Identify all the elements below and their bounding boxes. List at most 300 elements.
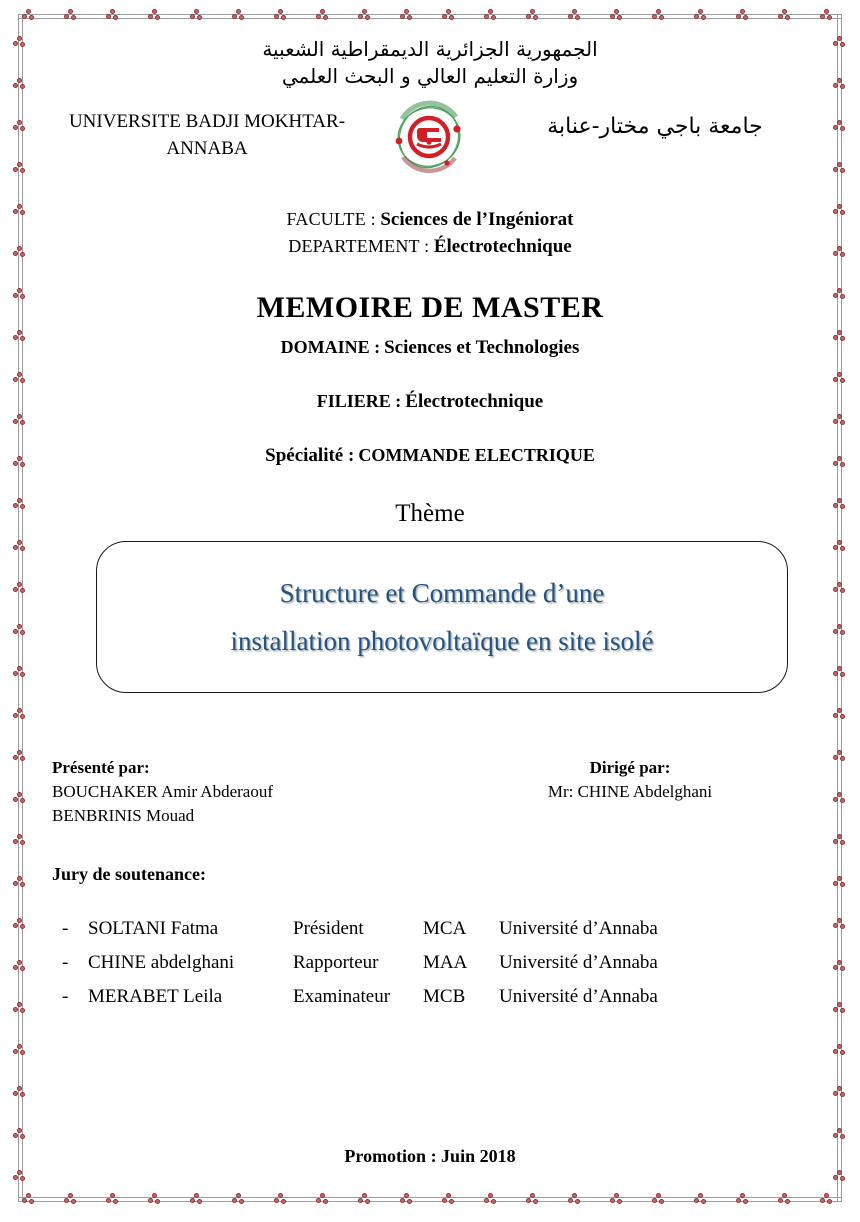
berry-cluster-ornament xyxy=(833,666,847,680)
berry-dot xyxy=(526,1198,531,1203)
berry-cluster-ornament xyxy=(13,1170,27,1184)
filiere-label: FILIERE : xyxy=(316,391,402,411)
berry-dot xyxy=(740,9,745,14)
berry-dot xyxy=(837,834,842,839)
berry-dot xyxy=(840,714,845,719)
berry-cluster-ornament xyxy=(778,9,792,23)
jury-heading: Jury de soutenance: xyxy=(52,864,206,884)
arabic-ministry-line: وزارة التعليم العالي و البحث العلمي xyxy=(281,64,579,88)
berry-dot xyxy=(20,882,25,887)
berry-dot xyxy=(652,1198,657,1203)
berry-dot xyxy=(530,9,535,14)
berry-dot xyxy=(442,14,447,19)
berry-ornaments-right xyxy=(830,14,848,1202)
berry-dot xyxy=(20,1092,25,1097)
jury-member-affiliation: Université d’Annaba xyxy=(499,918,658,939)
berry-dot xyxy=(197,1199,202,1204)
berry-dot xyxy=(442,1198,447,1203)
faculte-line xyxy=(0,206,860,233)
berry-cluster-ornament xyxy=(694,1193,708,1207)
berry-dot xyxy=(239,1199,244,1204)
berry-dot xyxy=(833,587,838,592)
berry-dot xyxy=(736,14,741,19)
berry-dot xyxy=(840,1176,845,1181)
berry-dot xyxy=(575,15,580,20)
berry-dot xyxy=(785,15,790,20)
berry-dot xyxy=(833,839,838,844)
berry-dot xyxy=(320,1193,325,1198)
berry-dot xyxy=(837,792,842,797)
berry-dot xyxy=(194,9,199,14)
berry-cluster-ornament xyxy=(833,1086,847,1100)
berry-dot xyxy=(840,756,845,761)
berry-cluster-ornament xyxy=(820,1193,834,1207)
berry-cluster-ornament xyxy=(13,750,27,764)
berry-dot xyxy=(659,1199,664,1204)
berry-dot xyxy=(656,1193,661,1198)
berry-dot xyxy=(488,1193,493,1198)
berry-dot xyxy=(575,1199,580,1204)
berry-dot xyxy=(17,792,22,797)
berry-dot xyxy=(17,708,22,713)
jury-member-name: CHINE abdelghani xyxy=(88,952,235,973)
berry-dot xyxy=(13,1175,18,1180)
berry-dot xyxy=(110,9,115,14)
berry-dot xyxy=(232,14,237,19)
berry-dot xyxy=(491,15,496,20)
berry-dot xyxy=(274,1198,279,1203)
berry-cluster-ornament xyxy=(106,1193,120,1207)
berry-dot xyxy=(281,1199,286,1204)
berry-dot xyxy=(17,750,22,755)
berry-dot xyxy=(400,1198,405,1203)
berry-dot xyxy=(837,1128,842,1133)
berry-cluster-ornament xyxy=(190,1193,204,1207)
berry-dot xyxy=(13,839,18,844)
berry-dot xyxy=(13,713,18,718)
frame-line-top xyxy=(18,14,842,19)
berry-dot xyxy=(840,672,845,677)
berry-cluster-ornament xyxy=(148,1193,162,1207)
theme-title-line-1: Structure et Commande d’une xyxy=(279,578,605,608)
berry-dot xyxy=(316,1198,321,1203)
berry-dot xyxy=(743,1199,748,1204)
berry-dot xyxy=(820,14,825,19)
berry-dot xyxy=(22,14,27,19)
berry-dot xyxy=(614,1193,619,1198)
berry-dot xyxy=(13,1133,18,1138)
berry-dot xyxy=(20,714,25,719)
berry-dot xyxy=(316,14,321,19)
berry-cluster-ornament xyxy=(13,1044,27,1058)
berry-dot xyxy=(17,1086,22,1091)
berry-dot xyxy=(833,755,838,760)
berry-dot xyxy=(833,1091,838,1096)
berry-ornaments-top xyxy=(18,8,842,26)
berry-dot xyxy=(106,14,111,19)
berry-dot xyxy=(837,918,842,923)
berry-dot xyxy=(449,15,454,20)
frame-line-left xyxy=(18,14,23,1202)
berry-cluster-ornament xyxy=(833,750,847,764)
berry-dot xyxy=(17,1128,22,1133)
berry-dot xyxy=(698,9,703,14)
promotion-footer: Promotion : Juin 2018 xyxy=(344,1146,516,1166)
berry-cluster-ornament xyxy=(13,834,27,848)
berry-dot xyxy=(190,14,195,19)
presented-by-label: Présenté par: xyxy=(52,758,150,777)
jury-table xyxy=(62,915,658,1017)
berry-dot xyxy=(68,1193,73,1198)
berry-dot xyxy=(365,1199,370,1204)
jury-row-dash: - xyxy=(62,952,69,973)
berry-dot xyxy=(232,1198,237,1203)
berry-dot xyxy=(197,15,202,20)
faculte-value: Sciences de l’Ingéniorat xyxy=(380,209,574,230)
berry-dot xyxy=(833,1049,838,1054)
berry-cluster-ornament xyxy=(13,120,27,134)
berry-cluster-ornament xyxy=(316,1193,330,1207)
berry-dot xyxy=(358,1198,363,1203)
berry-dot xyxy=(17,162,22,167)
berry-dot xyxy=(365,15,370,20)
berry-dot xyxy=(698,1193,703,1198)
supervisor-name: Mr: CHINE Abdelghani xyxy=(547,782,713,801)
berry-cluster-ornament xyxy=(820,9,834,23)
berry-dot xyxy=(20,546,25,551)
berry-cluster-ornament xyxy=(568,1193,582,1207)
berry-cluster-ornament xyxy=(13,1086,27,1100)
berry-dot xyxy=(840,126,845,131)
jury-member-name: MERABET Leila xyxy=(88,986,223,1007)
berry-dot xyxy=(736,1198,741,1203)
diploma-title: MEMOIRE DE MASTER xyxy=(256,291,604,324)
berry-cluster-ornament xyxy=(833,582,847,596)
berry-dot xyxy=(64,1198,69,1203)
berry-cluster-ornament xyxy=(358,9,372,23)
berry-dot xyxy=(20,966,25,971)
berry-dot xyxy=(610,1198,615,1203)
berry-dot xyxy=(837,540,842,545)
jury-row-dash: - xyxy=(62,918,69,939)
faculte-label: FACULTE : xyxy=(286,209,376,229)
berry-cluster-ornament xyxy=(274,1193,288,1207)
jury-row-dash: - xyxy=(62,986,69,1007)
specialite-line xyxy=(0,442,860,470)
berry-dot xyxy=(194,1193,199,1198)
berry-dot xyxy=(404,9,409,14)
jury-table-row xyxy=(62,949,658,983)
berry-cluster-ornament xyxy=(13,792,27,806)
berry-dot xyxy=(840,1050,845,1055)
specialite-label: Spécialité : xyxy=(265,445,355,466)
berry-ornaments-bottom xyxy=(18,1190,842,1208)
supervised-by-block xyxy=(470,756,790,804)
berry-cluster-ornament xyxy=(736,9,750,23)
berry-dot xyxy=(17,1044,22,1049)
jury-member-affiliation: Université d’Annaba xyxy=(499,986,658,1007)
berry-dot xyxy=(13,1091,18,1096)
berry-dot xyxy=(820,1198,825,1203)
berry-cluster-ornament xyxy=(610,1193,624,1207)
berry-cluster-ornament xyxy=(13,540,27,554)
berry-dot xyxy=(840,924,845,929)
berry-dot xyxy=(484,14,489,19)
berry-dot xyxy=(833,545,838,550)
berry-dot xyxy=(148,14,153,19)
berry-cluster-ornament xyxy=(64,9,78,23)
jury-member-grade: MCA xyxy=(423,918,467,939)
berry-dot xyxy=(568,1198,573,1203)
berry-dot xyxy=(694,14,699,19)
berry-cluster-ornament xyxy=(148,9,162,23)
berry-dot xyxy=(782,9,787,14)
berry-dot xyxy=(20,168,25,173)
berry-dot xyxy=(778,1198,783,1203)
university-name-arabic: جامعة باجي مختار-عنابة xyxy=(547,114,763,139)
berry-dot xyxy=(840,882,845,887)
berry-dot xyxy=(17,624,22,629)
berry-dot xyxy=(17,918,22,923)
berry-dot xyxy=(13,125,18,130)
berry-cluster-ornament xyxy=(833,624,847,638)
berry-cluster-ornament xyxy=(694,9,708,23)
berry-dot xyxy=(833,1175,838,1180)
berry-dot xyxy=(68,9,73,14)
berry-dot xyxy=(833,125,838,130)
berry-dot xyxy=(840,1092,845,1097)
berry-dot xyxy=(20,1050,25,1055)
berry-dot xyxy=(20,1134,25,1139)
specialite-value: COMMANDE ELECTRIQUE xyxy=(358,445,595,465)
berry-cluster-ornament xyxy=(22,1193,36,1207)
berry-dot xyxy=(840,588,845,593)
berry-dot xyxy=(837,666,842,671)
departement-line xyxy=(0,233,860,260)
berry-dot xyxy=(840,546,845,551)
berry-cluster-ornament xyxy=(22,9,36,23)
berry-cluster-ornament xyxy=(833,1002,847,1016)
berry-dot xyxy=(20,630,25,635)
berry-dot xyxy=(13,629,18,634)
berry-dot xyxy=(362,1193,367,1198)
berry-dot xyxy=(13,587,18,592)
berry-cluster-ornament xyxy=(13,582,27,596)
berry-dot xyxy=(837,1086,842,1091)
jury-member-role: Rapporteur xyxy=(293,952,379,973)
berry-dot xyxy=(614,9,619,14)
berry-cluster-ornament xyxy=(652,1193,666,1207)
berry-cluster-ornament xyxy=(232,1193,246,1207)
berry-cluster-ornament xyxy=(13,666,27,680)
presented-by-block xyxy=(52,756,273,828)
berry-dot xyxy=(320,9,325,14)
berry-dot xyxy=(840,966,845,971)
berry-dot xyxy=(152,9,157,14)
berry-dot xyxy=(20,924,25,929)
berry-dot xyxy=(840,1134,845,1139)
berry-dot xyxy=(64,14,69,19)
berry-dot xyxy=(484,1198,489,1203)
berry-dot xyxy=(833,881,838,886)
berry-dot xyxy=(278,1193,283,1198)
berry-dot xyxy=(652,14,657,19)
berry-dot xyxy=(17,540,22,545)
berry-dot xyxy=(20,672,25,677)
berry-cluster-ornament xyxy=(13,918,27,932)
berry-dot xyxy=(17,960,22,965)
theme-title-line-2: installation photovoltaïque en site isolé xyxy=(230,626,654,656)
berry-cluster-ornament xyxy=(400,1193,414,1207)
berry-dot xyxy=(837,708,842,713)
berry-cluster-ornament xyxy=(833,1128,847,1142)
berry-dot xyxy=(533,15,538,20)
berry-dot xyxy=(837,582,842,587)
berry-dot xyxy=(833,965,838,970)
berry-cluster-ornament xyxy=(736,1193,750,1207)
berry-dot xyxy=(155,15,160,20)
berry-dot xyxy=(13,167,18,172)
berry-dot xyxy=(837,1170,842,1175)
berry-dot xyxy=(29,1199,34,1204)
berry-dot xyxy=(13,671,18,676)
berry-dot xyxy=(840,840,845,845)
berry-cluster-ornament xyxy=(610,9,624,23)
berry-dot xyxy=(17,582,22,587)
berry-dot xyxy=(281,15,286,20)
berry-dot xyxy=(20,126,25,131)
berry-dot xyxy=(407,15,412,20)
berry-cluster-ornament xyxy=(833,834,847,848)
berry-dot xyxy=(106,1198,111,1203)
jury-member-affiliation: Université d’Annaba xyxy=(499,952,658,973)
berry-dot xyxy=(617,1199,622,1204)
berry-dot xyxy=(572,9,577,14)
berry-cluster-ornament xyxy=(106,9,120,23)
berry-dot xyxy=(13,797,18,802)
jury-table-row xyxy=(62,915,658,949)
berry-dot xyxy=(13,881,18,886)
theme-box xyxy=(96,541,788,693)
berry-dot xyxy=(17,876,22,881)
jury-member-grade: MAA xyxy=(423,952,468,973)
berry-dot xyxy=(362,9,367,14)
berry-dot xyxy=(488,9,493,14)
berry-dot xyxy=(833,1007,838,1012)
berry-cluster-ornament xyxy=(526,9,540,23)
berry-dot xyxy=(446,9,451,14)
berry-dot xyxy=(833,1133,838,1138)
berry-dot xyxy=(840,1008,845,1013)
berry-dot xyxy=(449,1199,454,1204)
berry-dot xyxy=(110,1193,115,1198)
berry-dot xyxy=(837,876,842,881)
berry-dot xyxy=(837,162,842,167)
jury-table-row xyxy=(62,983,658,1017)
berry-dot xyxy=(827,15,832,20)
berry-cluster-ornament xyxy=(833,918,847,932)
berry-cluster-ornament xyxy=(400,9,414,23)
student-name-1: BOUCHAKER Amir Abderaouf xyxy=(52,782,273,801)
berry-dot xyxy=(840,630,845,635)
berry-dot xyxy=(22,1198,27,1203)
filiere-value: Électrotechnique xyxy=(405,391,544,412)
berry-dot xyxy=(148,1198,153,1203)
academic-info-block xyxy=(0,206,860,470)
berry-dot xyxy=(530,1193,535,1198)
berry-dot xyxy=(155,1199,160,1204)
berry-dot xyxy=(323,15,328,20)
berry-dot xyxy=(152,1193,157,1198)
berry-cluster-ornament xyxy=(833,540,847,554)
berry-cluster-ornament xyxy=(833,876,847,890)
berry-dot xyxy=(190,1198,195,1203)
berry-cluster-ornament xyxy=(484,9,498,23)
berry-dot xyxy=(833,629,838,634)
berry-dot xyxy=(17,1170,22,1175)
berry-dot xyxy=(26,1193,31,1198)
berry-dot xyxy=(785,1199,790,1204)
arabic-republic-line: الجمهورية الجزائرية الديمقراطية الشعبية xyxy=(262,37,598,61)
jury-member-role: Président xyxy=(293,918,364,939)
berry-dot xyxy=(837,750,842,755)
berry-cluster-ornament xyxy=(13,162,27,176)
frame-line-bottom xyxy=(18,1197,842,1202)
berry-dot xyxy=(833,923,838,928)
berry-dot xyxy=(13,1007,18,1012)
berry-dot xyxy=(840,168,845,173)
berry-dot xyxy=(13,1049,18,1054)
berry-dot xyxy=(71,1199,76,1204)
berry-cluster-ornament xyxy=(833,162,847,176)
berry-dot xyxy=(837,960,842,965)
berry-cluster-ornament xyxy=(568,9,582,23)
berry-cluster-ornament xyxy=(833,792,847,806)
berry-dot xyxy=(274,14,279,19)
berry-dot xyxy=(113,15,118,20)
berry-dot xyxy=(20,756,25,761)
berry-cluster-ornament xyxy=(442,1193,456,1207)
berry-dot xyxy=(13,545,18,550)
berry-cluster-ornament xyxy=(13,624,27,638)
berry-dot xyxy=(840,798,845,803)
berry-cluster-ornament xyxy=(833,708,847,722)
university-name-french: UNIVERSITE BADJI MOKHTAR-ANNABA xyxy=(68,111,346,159)
departement-label: DEPARTEMENT : xyxy=(288,236,430,256)
berry-cluster-ornament xyxy=(833,120,847,134)
berry-dot xyxy=(778,14,783,19)
berry-dot xyxy=(833,797,838,802)
filiere-line xyxy=(0,388,860,416)
frame-line-right xyxy=(837,14,842,1202)
domaine-label: DOMAINE : xyxy=(280,337,381,357)
berry-dot xyxy=(13,923,18,928)
departement-value: Électrotechnique xyxy=(433,236,572,257)
berry-dot xyxy=(824,9,829,14)
berry-cluster-ornament xyxy=(190,9,204,23)
jury-member-grade: MCB xyxy=(423,986,466,1007)
domaine-line xyxy=(0,334,860,362)
berry-dot xyxy=(610,14,615,19)
jury-member-name: SOLTANI Fatma xyxy=(88,918,219,939)
berry-cluster-ornament xyxy=(833,1044,847,1058)
berry-dot xyxy=(701,1199,706,1204)
berry-dot xyxy=(740,1193,745,1198)
berry-cluster-ornament xyxy=(274,9,288,23)
berry-cluster-ornament xyxy=(778,1193,792,1207)
theme-label: Thème xyxy=(395,500,465,527)
berry-dot xyxy=(827,1199,832,1204)
